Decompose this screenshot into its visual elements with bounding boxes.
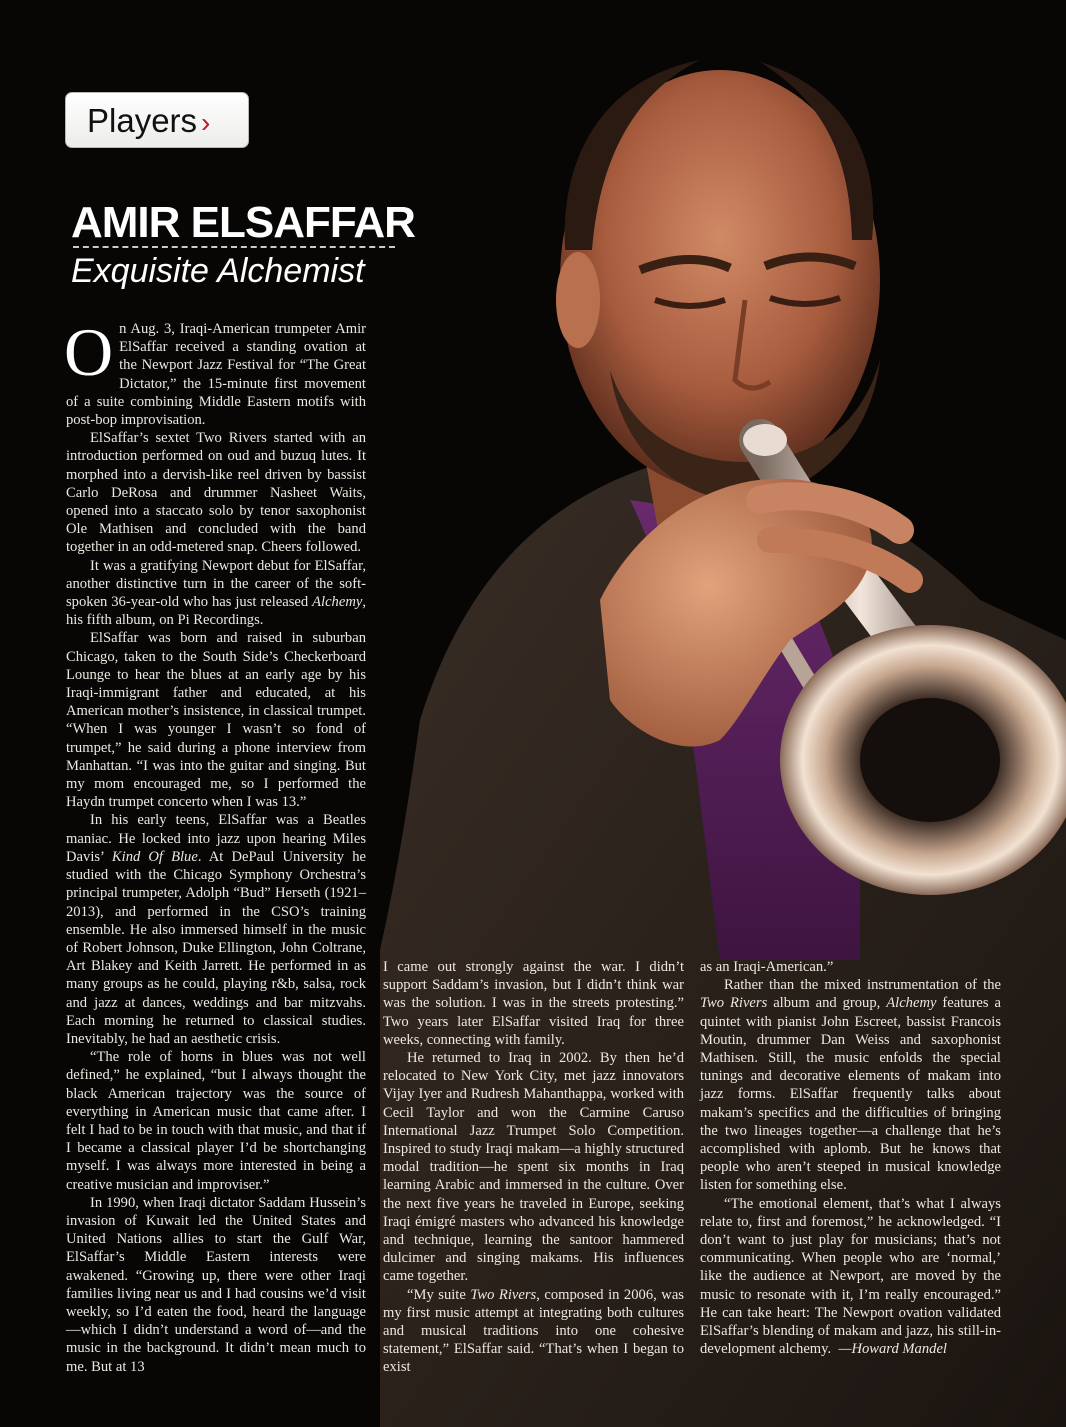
paragraph: Rather than the mixed instrumentation of the Two Rivers album and group, Alchemy features a quintet with pianist John Escreet, bassist Francois Moutin, drummer Dan Weiss and saxophonist Mathisen. Still, the music enfolds the special tunings and decorative elements of makam into jazz forms. ElSaffar frequently talks about makam’s specifics and the difficulties of bringing the two lineages together—a challenge that he’s accomplished with aplomb. But he knows that people who aren’t steeped in musical knowledge listen for something else.: [700, 977, 1001, 1194]
paragraph: I came out strongly against the war. I didn’t support Saddam’s invasion, but I didn’t think war was the solution. I was in the streets protesting.” Two years later ElSaffar visited Iraq for three weeks, connecting with family.: [383, 959, 684, 1048]
dashed-divider: [73, 246, 395, 248]
album-title: Alchemy: [886, 995, 937, 1012]
drop-cap: O: [64, 314, 114, 390]
paragraph: On Aug. 3, Iraqi-American trumpeter Amir ElSaffar received a standing ovation at the Newport Jazz Festival for “The Great Dictator,” the 15-minute first movement of a suite combining Middle Eastern motifs with post-bop improvisation.: [64, 314, 366, 429]
paragraph: as an Iraqi-American.”: [700, 959, 834, 975]
paragraph: “The role of horns in blues was not well defined,” he explained, “but I always thought the black American trajectory was the source of everything in American music that came after. I felt I had to be in touch with that music, and that if I became a classical player I’d be shortchanging myself. I was always more interested in being a creative musician and improviser.”: [66, 1049, 366, 1193]
paragraph: “My suite Two Rivers, composed in 2006, was my first music attempt at integrating both cultures and musical traditions into one cohesive statement,” ElSaffar said. “That’s when I began to exist: [383, 1286, 684, 1376]
byline: —Howard Mandel: [838, 1341, 947, 1358]
article-column-2: [383, 958, 684, 1377]
paragraph: In 1990, when Iraqi dictator Saddam Hussein’s invasion of Kuwait led the United States and United Nations allies to start the Gulf War, ElSaffar’s Middle Eastern interests were awakened. “Growing up, there were other Iraqi families living near us and I had cousins we’d visit weekly, so I’d eaten the food, heard the language—which I didn’t understand a word of—and the music in the background. It didn’t mean much to me. But at 13: [66, 1194, 366, 1375]
chevron-right-icon: ›: [201, 107, 211, 138]
paragraph: It was a gratifying Newport debut for ElSaffar, another distinctive turn in the career of the soft-spoken 36-year-old who has just released Alchemy, his fifth album, on Pi Recordings.: [66, 557, 366, 629]
article-column-3: [700, 958, 1001, 1358]
paragraph: In his early teens, ElSaffar was a Beatles maniac. He locked into jazz upon hearing Miles Davis’ Kind Of Blue. At DePaul University he studied with the Chicago Symphony Orchestra’s principal trumpeter, Adolph “Bud” Herseth (1921–2013), and performed in the CSO’s training ensemble. He also immersed himself in the music of Robert Johnson, Duke Ellington, John Coltrane, Art Blakey and Keith Jarrett. He performed in as many groups as he could, playing r&b, salsa, rock and jazz at dances, weddings and bar mitzvahs. Each morning he returned to classical studies. Inevitably, he had an aesthetic crisis.: [66, 812, 366, 1047]
album-title: Two Rivers: [470, 1286, 537, 1303]
article-headline: AMIR ELSAFFAR: [71, 198, 415, 247]
album-title: Alchemy: [312, 594, 363, 611]
article-subhead: Exquisite Alchemist: [71, 252, 365, 290]
album-title: Kind Of Blue: [111, 848, 198, 865]
article-column-1: [64, 314, 366, 1376]
paragraph: He returned to Iraq in 2002. By then he’d relocated to New York City, met jazz innovators Vijay Iyer and Rudresh Mahanthappa, worked with Cecil Taylor and won the Carmine Caruso International Jazz Trumpet Solo Competition. Inspired to study Iraqi makam—a highly structured modal tradition—he spent six months in Iraq learning Arabic and immersed in the culture. Over the next five years he traveled in Europe, seeking Iraqi émigré masters who advanced his knowledge and technique, learning the santoor hammered dulcimer and singing makams. His influences came together.: [383, 1050, 684, 1285]
section-tab-players: [65, 92, 249, 148]
album-title: Two Rivers: [700, 995, 768, 1012]
paragraph: ElSaffar’s sextet Two Rivers started with an introduction performed on oud and buzuq lutes. It morphed into a dervish-like reel driven by bassist Carlo DeRosa and drummer Nasheet Waits, opened into a staccato solo by tenor saxophonist Ole Mathisen and concluded with the band together in an odd-metered snap. Cheers followed.: [66, 430, 366, 556]
section-label: Players: [87, 102, 198, 139]
paragraph: ElSaffar was born and raised in suburban Chicago, taken to the South Side’s Checkerboard Lounge to hear the blues at an early age by his Iraqi-immigrant father and educated, at his American mother’s insistence, in classical trumpet. “When I was younger I wasn’t so fond of trumpet,” he said during a phone interview from Manhattan. “I was into the guitar and singing. But my mom encouraged me, so I performed the Haydn trumpet concerto when I was 13.”: [66, 630, 366, 811]
paragraph: “The emotional element, that’s what I always relate to, first and foremost,” he acknowledged. “I don’t want to just play for musicians; that’s not communicating. When people who are ‘normal,’ like the audience at Newport, are moved by the music to resonate with it, I’m really encouraged.” He can take heart: The Newport ovation validated ElSaffar’s blending of makam and jazz, his still-in-development alchemy. —Howard Mandel: [700, 1195, 1001, 1358]
